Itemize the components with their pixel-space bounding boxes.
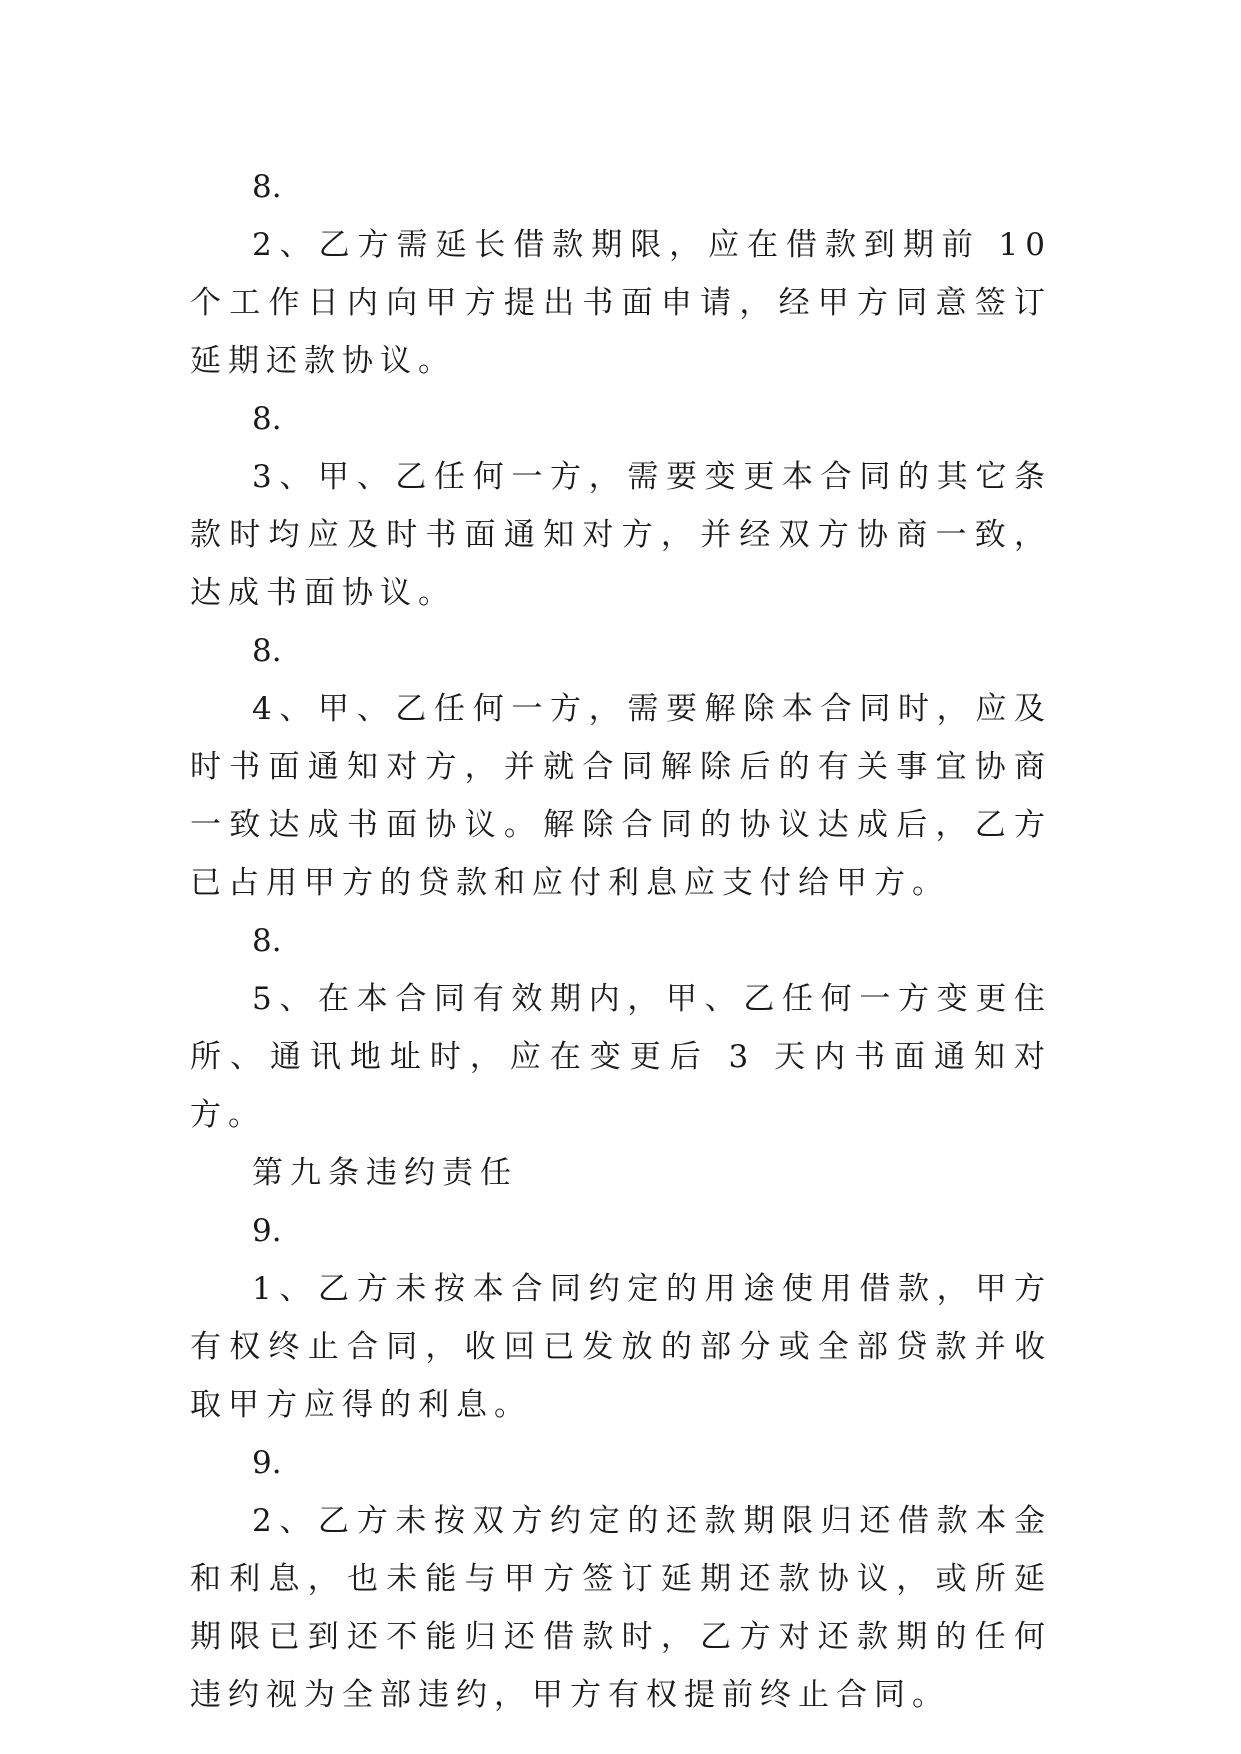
clause-8-5-text: 5、在本合同有效期内，甲、乙任何一方变更住所、通讯地址时，应在变更后 3 天内书面通知对方。	[190, 981, 1052, 1133]
clause-number: 8.	[252, 401, 282, 437]
clause-9-2-text: 2、乙方未按双方约定的还款期限归还借款本金和利息，也未能与甲方签订延期还款协议，或所延期限已到还不能归还借款时，乙方对还款期的任何违约视为全部违约，甲方有权提前终止合同。	[190, 1503, 1052, 1713]
clause-8-4-text: 4、甲、乙任何一方，需要解除本合同时，应及时书面通知对方，并就合同解除后的有关事宜协商一致达成书面协议。解除合同的协议达成后，乙方已占用甲方的贷款和应付利息应支付给甲方。	[190, 691, 1052, 901]
clause-number: 9.	[252, 1445, 282, 1481]
clause-8-2-text: 2、乙方需延长借款期限，应在借款到期前 10 个工作日内向甲方提出书面申请，经甲方同意签订延期还款协议。	[190, 227, 1052, 379]
clause-number: 8.	[252, 633, 282, 669]
clause-number: 9.	[252, 1213, 282, 1249]
clause-9-1-text: 1、乙方未按本合同约定的用途使用借款，甲方有权终止合同，收回已发放的部分或全部贷款并收取甲方应得的利息。	[190, 1271, 1052, 1423]
article-9-heading: 第九条违约责任	[252, 1155, 518, 1191]
clause-8-3-text: 3、甲、乙任何一方，需要变更本合同的其它条款时均应及时书面通知对方，并经双方协商一致，达成书面协议。	[190, 459, 1052, 611]
clause-number: 8.	[252, 169, 282, 205]
clause-number: 8.	[252, 923, 282, 959]
document-body	[190, 158, 1052, 1724]
